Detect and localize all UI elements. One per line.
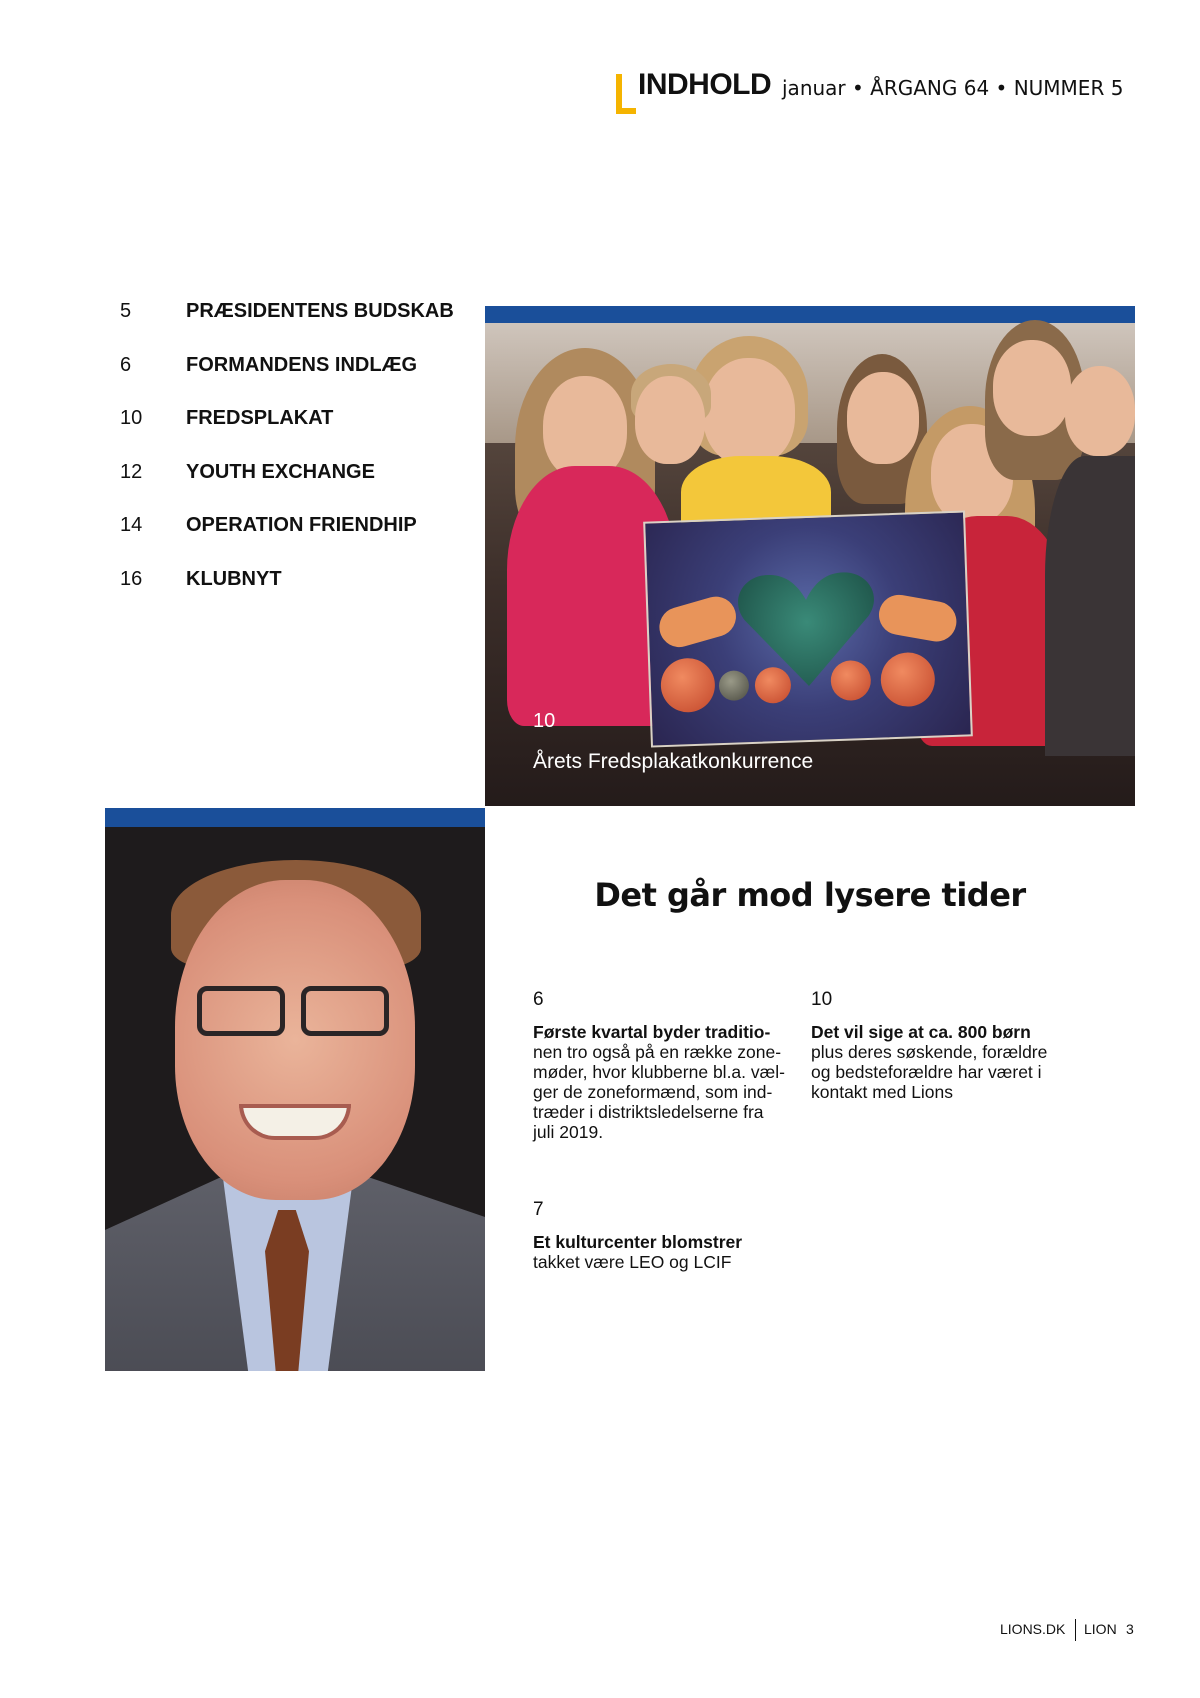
photo-caption-page: 10: [533, 710, 556, 732]
issue-info: januar • ÅRGANG 64 • NUMMER 5: [782, 76, 1124, 100]
article-text-line: plus deres søskende, forældre: [811, 1042, 1048, 1062]
child-face: [993, 340, 1071, 436]
glasses-icon: [197, 986, 285, 1036]
planet-icon: [830, 660, 871, 701]
article-teaser[interactable]: [533, 990, 793, 1142]
logo-l-mark: [616, 74, 636, 114]
article-text-line: træder i distriktsledelserne fra: [533, 1102, 764, 1122]
footer-magazine: LION: [1084, 1621, 1117, 1637]
chairman-portrait[interactable]: [105, 808, 485, 1371]
article-lead: Det vil sige at ca. 800 børn: [811, 1022, 1031, 1042]
toc-page-number: 6: [120, 353, 132, 376]
page-header: [616, 68, 1136, 118]
toc-item[interactable]: [120, 354, 480, 408]
article-text-line: juli 2019.: [533, 1122, 604, 1142]
article-page-number: 10: [811, 989, 833, 1010]
toc-item[interactable]: [120, 568, 480, 622]
toc-item[interactable]: [120, 461, 480, 515]
footer-page-number: 3: [1126, 1621, 1134, 1637]
page-footer: [1000, 1619, 1140, 1643]
toc-page-number: 14: [120, 514, 143, 536]
child-face: [703, 358, 795, 466]
article-page-number: 6: [533, 989, 544, 1010]
planet-icon: [880, 652, 936, 708]
footer-divider: [1075, 1619, 1076, 1641]
article-text-line: takket være LEO og LCIF: [533, 1252, 732, 1272]
table-of-contents: [120, 300, 480, 621]
toc-page-number: 12: [120, 460, 143, 483]
toc-title: PRÆSIDENTENS BUDSKAB: [186, 300, 454, 322]
toc-item[interactable]: [120, 407, 480, 461]
toc-title: OPERATION FRIENDHIP: [186, 514, 417, 536]
article-lead: Et kulturcenter blomstrer: [533, 1232, 743, 1252]
article-text-line: ger de zoneformænd, som ind-: [533, 1082, 773, 1102]
planet-icon: [718, 670, 749, 701]
article-text-line: møder, hvor klubberne bl.a. væl-: [533, 1062, 785, 1082]
left-hand-icon: [655, 592, 741, 652]
section-logo: INDHOLD: [638, 68, 772, 101]
child-body: [1045, 456, 1135, 756]
footer-site: LIONS.DK: [1000, 1621, 1066, 1637]
article-lead: Første kvartal byder traditio-: [533, 1022, 771, 1042]
feature-headline: Det går mod lysere tider: [594, 876, 1026, 914]
planet-icon: [660, 657, 716, 713]
article-text-line: nen tro også på en række zone-: [533, 1042, 782, 1062]
toc-title: YOUTH EXCHANGE: [186, 460, 375, 483]
article-page-number: 7: [533, 1199, 544, 1220]
article-teaser[interactable]: [811, 990, 1071, 1102]
toc-page-number: 10: [120, 407, 143, 429]
glasses-icon: [301, 986, 389, 1036]
toc-page-number: 5: [120, 300, 132, 322]
article-teaser[interactable]: [533, 1200, 793, 1272]
toc-title: FREDSPLAKAT: [186, 407, 334, 429]
toc-page-number: 16: [120, 567, 143, 590]
peace-poster-photo[interactable]: [485, 306, 1135, 806]
child-face: [847, 372, 919, 464]
toc-title: KLUBNYT: [186, 567, 282, 590]
man-face: [175, 880, 415, 1200]
article-text-line: kontakt med Lions: [811, 1082, 954, 1102]
toc-item[interactable]: [120, 300, 480, 354]
child-face: [1065, 366, 1135, 456]
child-face: [635, 376, 705, 464]
article-text-line: og bedsteforældre har været i: [811, 1062, 1042, 1082]
toc-item[interactable]: [120, 514, 480, 568]
peace-poster: [643, 510, 973, 747]
toc-title: FORMANDENS INDLÆG: [186, 353, 418, 376]
right-hand-icon: [876, 592, 960, 645]
photo-caption-text: Årets Fredsplakatkonkurrence: [533, 750, 814, 773]
photo-left-bar: [105, 808, 485, 827]
child-face: [543, 376, 627, 480]
planet-icon: [754, 667, 791, 704]
